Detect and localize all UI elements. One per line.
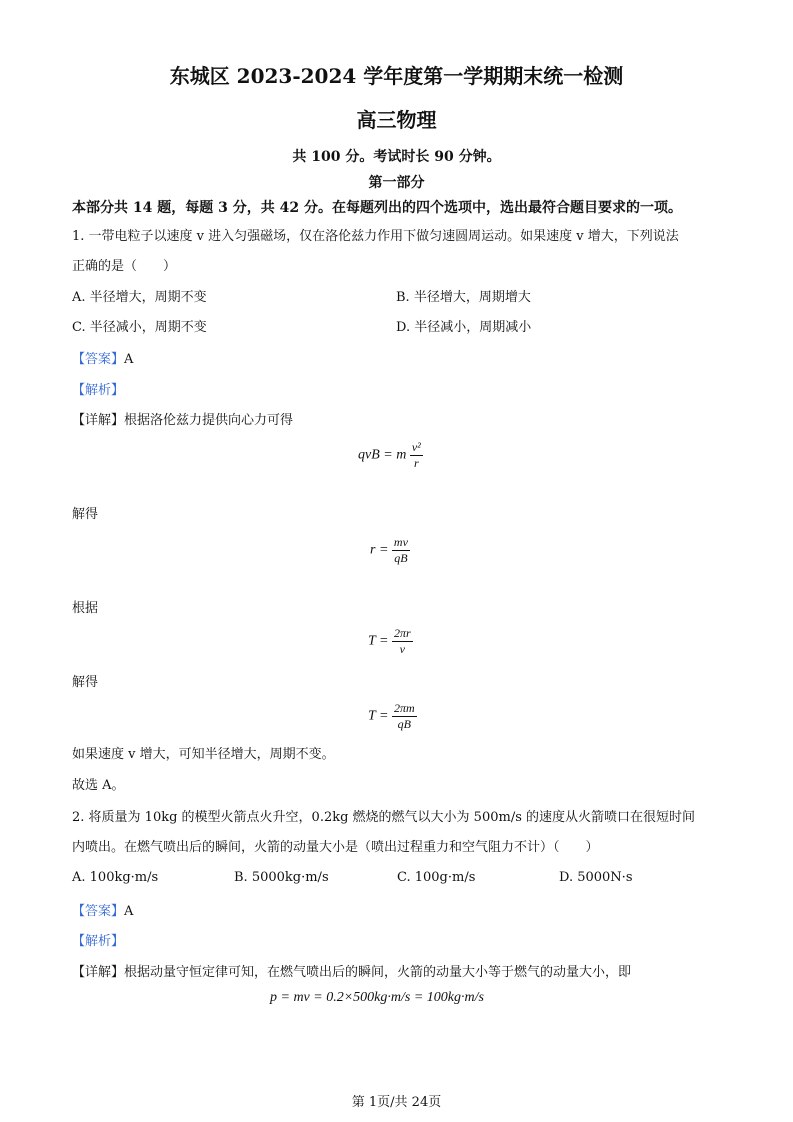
q2-option-b: B. 5000kg·m/s — [234, 870, 329, 885]
detail-text: 根据动量守恒定律可知，在燃气喷出后的瞬间，火箭的动量大小等于燃气的动量大小，即 — [124, 965, 632, 980]
part-label: 第一部分 — [368, 175, 425, 191]
q1-choose: 故选 A。 — [72, 778, 125, 793]
q1-stem-line1: 1. 一带电粒子以速度 v 进入匀强磁场，仅在洛伦兹力作用下做匀速圆周运动。如果速度 v 增大，下列说法 — [72, 229, 679, 244]
q1-option-d: D. 半径减小，周期减小 — [396, 320, 532, 335]
q2-formula: p = mv = 0.2×500kg·m/s = 100kg·m/s — [270, 990, 484, 1005]
q2-option-c: C. 100g·m/s — [397, 870, 476, 885]
formula-lhs: qvB = m — [358, 447, 407, 463]
formula-lhs: r = — [370, 542, 389, 558]
formula-denominator: r — [410, 455, 423, 471]
q1-according: 根据 — [72, 601, 99, 616]
q1-answer — [72, 348, 133, 367]
formula-lhs: T = — [368, 633, 389, 649]
page-number: 第 1页/共 24页 — [351, 1095, 442, 1110]
q2-option-a: A. 100kg·m/s — [72, 870, 159, 885]
subject-title: 高三物理 — [356, 108, 437, 132]
q1-option-c: C. 半径减小，周期不变 — [72, 320, 207, 335]
detail-text: 根据洛伦兹力提供向心力可得 — [124, 413, 294, 428]
detail-label: 【详解】 — [72, 413, 125, 428]
q1-detail — [72, 409, 293, 428]
q2-stem-line2: 内喷出。在燃气喷出后的瞬间，火箭的动量大小是（喷出过程重力和空气阻力不计）（ ） — [72, 840, 599, 855]
q1-formula-3 — [368, 626, 413, 657]
answer-label: 【答案】 — [72, 904, 125, 919]
formula-denominator: qB — [392, 550, 410, 566]
q1-option-b: B. 半径增大，周期增大 — [396, 290, 531, 305]
formula-numerator: 2πr — [393, 626, 411, 640]
q1-stem-line2: 正确的是（ ） — [72, 259, 177, 274]
formula-lhs: T = — [368, 708, 389, 724]
q2-detail — [72, 961, 631, 980]
q1-formula-4 — [368, 701, 417, 732]
detail-label: 【详解】 — [72, 965, 125, 980]
q1-solve-2: 解得 — [72, 675, 99, 690]
formula-numerator: 2πm — [393, 701, 415, 715]
section-instructions: 本部分共 14 题，每题 3 分，共 42 分。在每题列出的四个选项中，选出最符合题目要求的一项。 — [72, 200, 682, 216]
formula-numerator: mv — [393, 535, 408, 549]
q1-formula-1 — [358, 440, 423, 471]
formula-numerator: v² — [411, 440, 421, 454]
q1-solve-1: 解得 — [72, 507, 99, 522]
answer-value: A — [124, 352, 134, 367]
formula-denominator: v — [392, 641, 413, 657]
exam-info: 共 100 分。考试时长 90 分钟。 — [292, 149, 501, 165]
q2-answer — [72, 900, 133, 919]
q2-stem-line1: 2. 将质量为 10kg 的模型火箭点火升空，0.2kg 燃烧的燃气以大小为 500m/s 的速度从火箭喷口在很短时间 — [72, 810, 696, 825]
q1-analysis-label: 【解析】 — [72, 383, 125, 398]
q2-analysis-label: 【解析】 — [72, 934, 125, 949]
q1-option-a: A. 半径增大，周期不变 — [72, 290, 207, 305]
q1-conclusion: 如果速度 v 增大，可知半径增大，周期不变。 — [72, 747, 335, 762]
answer-value: A — [124, 904, 134, 919]
document-title: 东城区 2023-2024 学年度第一学期期末统一检测 — [169, 64, 624, 88]
q2-option-d: D. 5000N·s — [559, 870, 633, 885]
answer-label: 【答案】 — [72, 352, 125, 367]
formula-denominator: qB — [392, 716, 417, 732]
q1-formula-2 — [370, 535, 410, 566]
